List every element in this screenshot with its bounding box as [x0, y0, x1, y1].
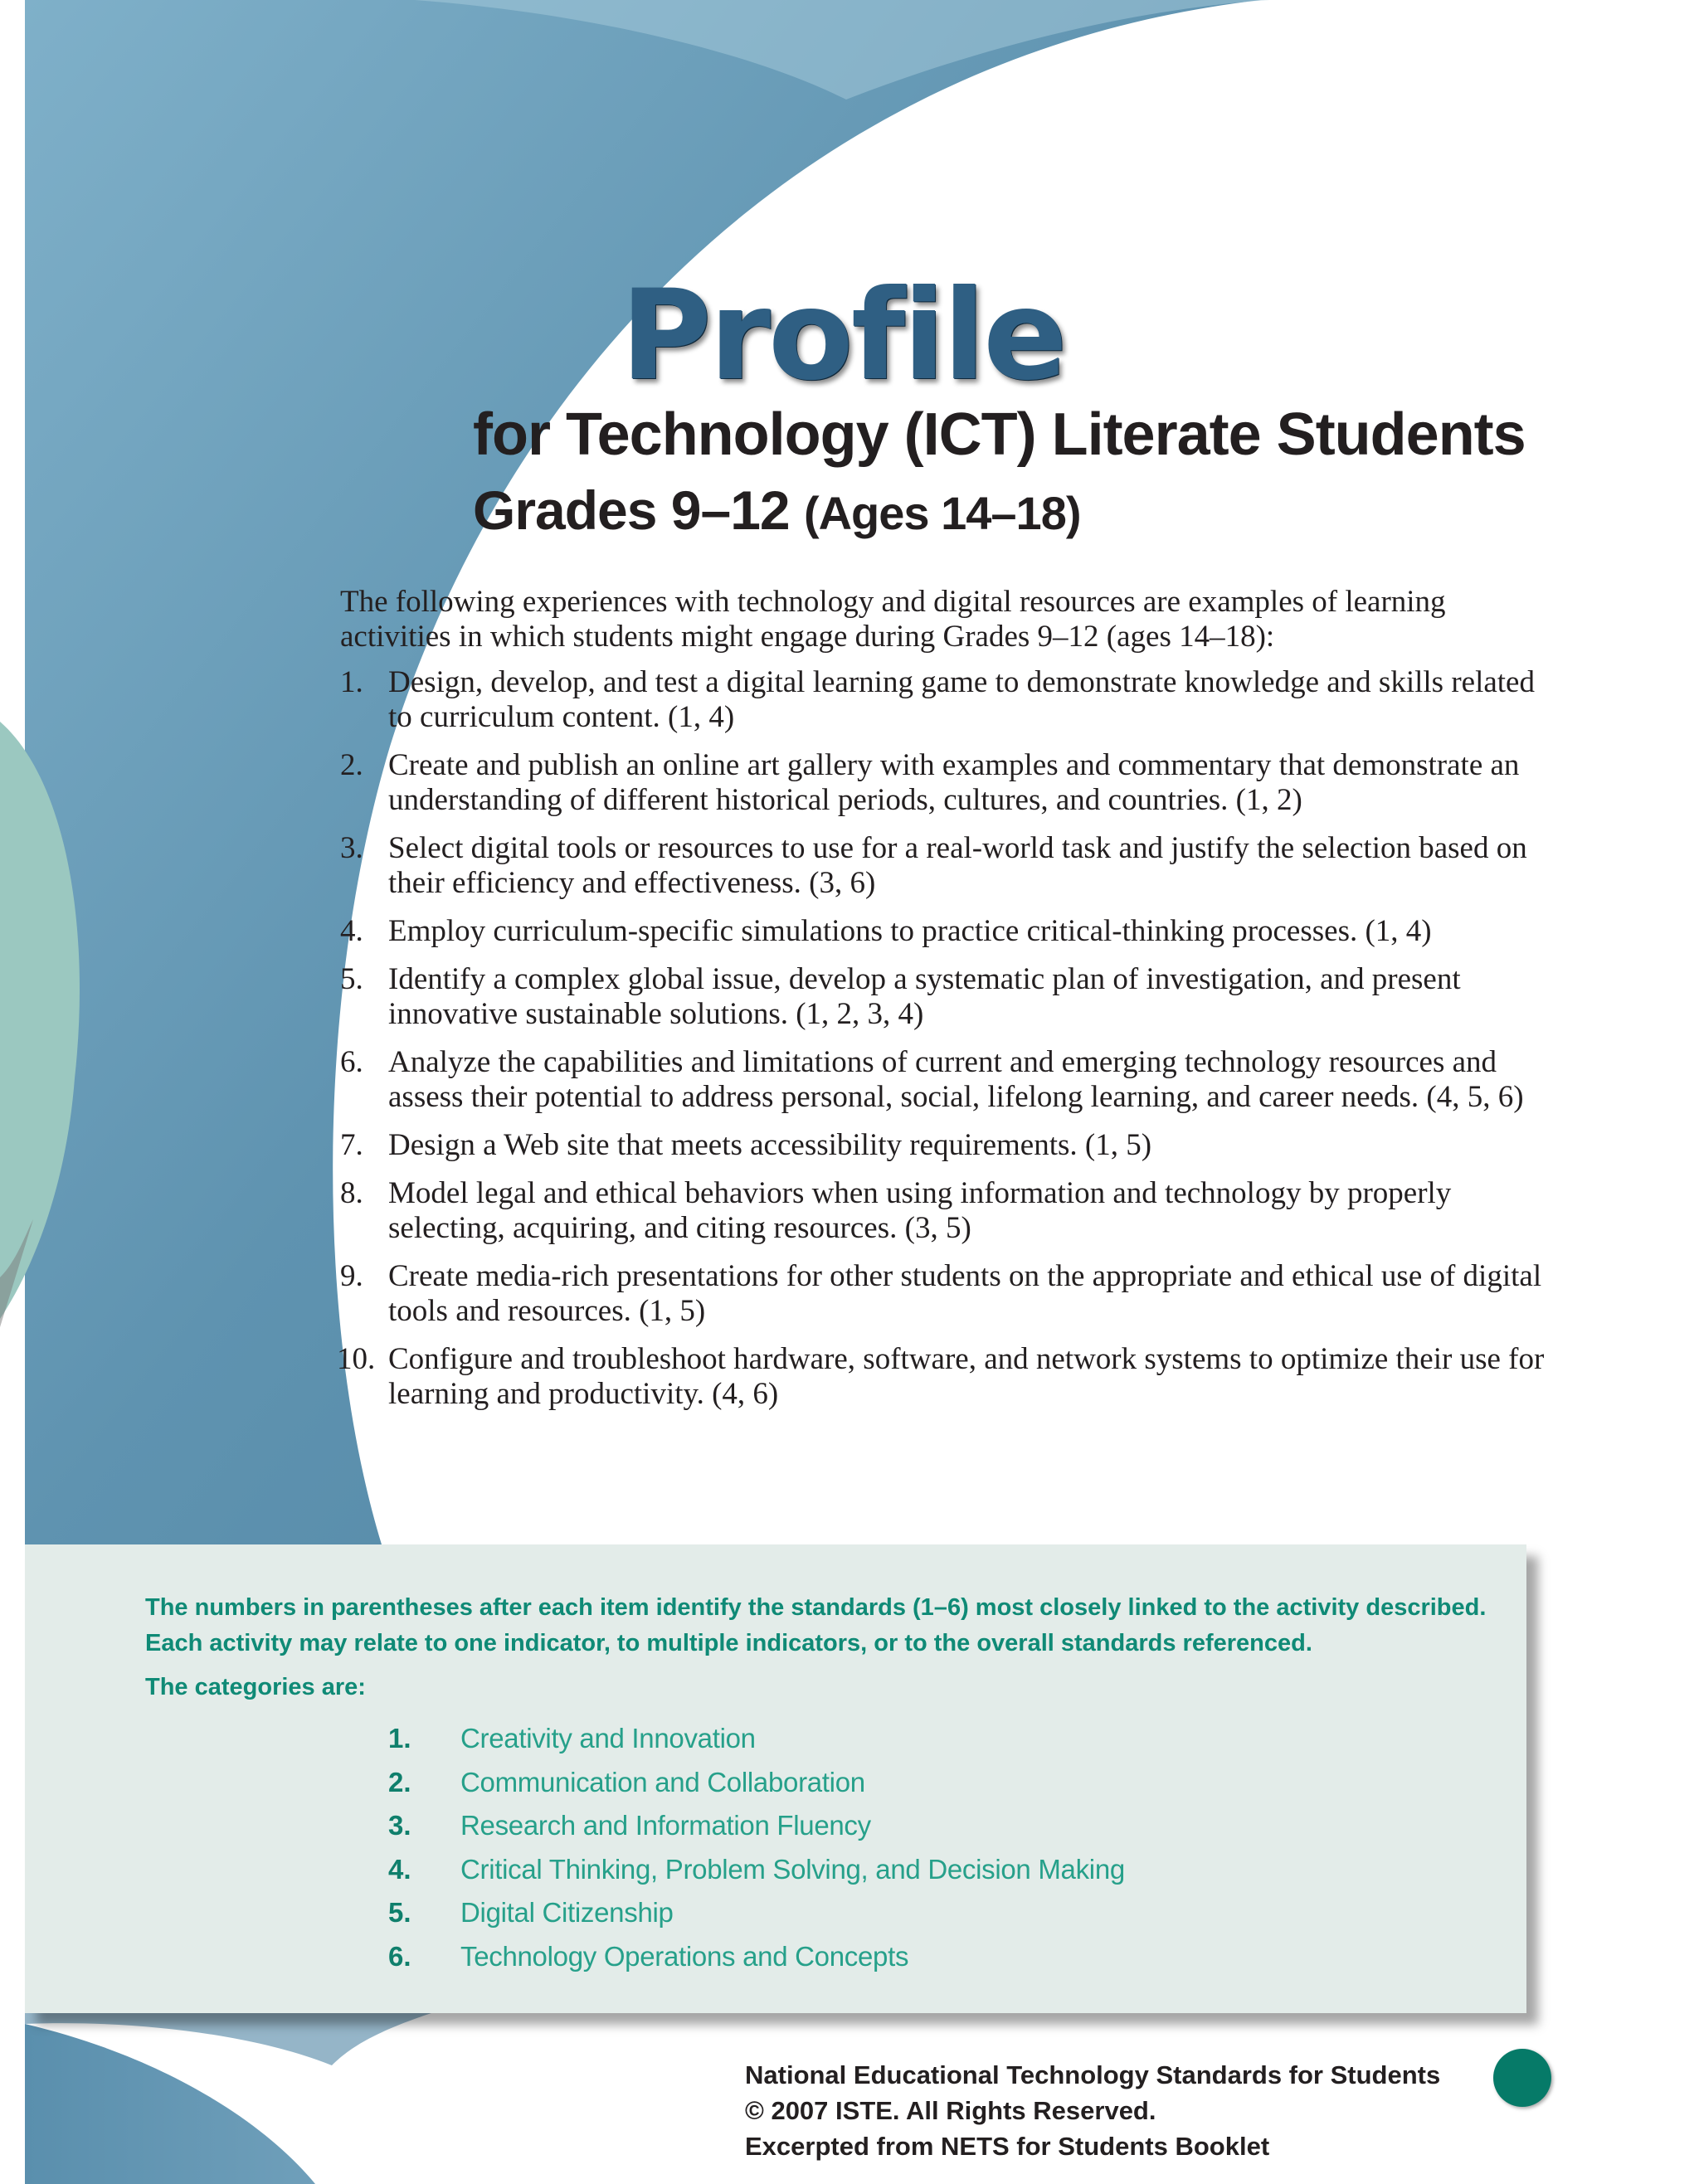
activity-item [340, 748, 1551, 818]
activity-text: Employ curriculum-specific simulations to practice critical-thinking processes. (1, 4) [388, 914, 1432, 948]
category-number: 2. [388, 1766, 411, 1797]
category-number: 5. [388, 1897, 411, 1928]
activity-text: Identify a complex global issue, develop a systematic plan of investigation, and present innovative sustainable solutions. (1, 2, 3, 4) [388, 962, 1461, 1031]
categories-label: The categories are: [145, 1674, 366, 1700]
category-text: Research and Information Fluency [460, 1810, 871, 1841]
activity-text: Design a Web site that meets accessibility requirements. (1, 5) [388, 1128, 1152, 1162]
subtitle-grades [473, 479, 1081, 541]
activity-text: Design, develop, and test a digital learning game to demonstrate knowledge and skills related to curriculum content. (1, 4) [388, 665, 1535, 734]
activity-number: 3. [340, 831, 363, 865]
category-number: 3. [388, 1810, 411, 1841]
category-number: 4. [388, 1853, 411, 1885]
category-number: 6. [388, 1940, 411, 1972]
standards-note: The numbers in parentheses after each item identify the standards (1–6) most closely linked to the activity described. Each activity may relate to one indicator, to multiple indicators, or to the overall standards referenced. [145, 1594, 1487, 1656]
activity-number: 10. [337, 1342, 376, 1376]
activity-text: Analyze the capabilities and limitations of current and emerging technology resources and assess their potential to address personal, social, lifelong learning, and career needs. (4, 5, 6) [388, 1045, 1524, 1114]
activity-number: 9. [340, 1259, 363, 1293]
activity-item [340, 1128, 1551, 1163]
footer-line-source: Excerpted from NETS for Students Booklet [745, 2132, 1270, 2161]
activity-text: Configure and troubleshoot hardware, software, and network systems to optimize their use for learning and productivity. (4, 6) [388, 1342, 1545, 1411]
activity-number: 2. [340, 748, 363, 782]
category-item [388, 1891, 1125, 1935]
activity-number: 4. [340, 914, 363, 948]
category-text: Communication and Collaboration [460, 1766, 865, 1797]
activity-number: 6. [340, 1045, 363, 1079]
category-text: Technology Operations and Concepts [460, 1940, 909, 1972]
footer-line-title: National Educational Technology Standards for Students [745, 2060, 1441, 2089]
category-item [388, 1761, 1125, 1805]
category-item [388, 1804, 1125, 1848]
activity-item [337, 1342, 1551, 1412]
category-item [388, 1717, 1125, 1761]
activity-item [340, 1176, 1551, 1246]
category-item [388, 1935, 1125, 1979]
activity-item [340, 1259, 1551, 1329]
subtitle-audience: for Technology (ICT) Literate Students [473, 401, 1526, 468]
activity-number: 1. [340, 665, 363, 699]
category-number: 1. [388, 1723, 411, 1754]
activity-text: Create and publish an online art gallery with examples and commentary that demonstrate an understanding of different historical periods, cultures, and countries. (1, 2) [388, 748, 1520, 817]
category-item [388, 1848, 1125, 1892]
activity-item [340, 831, 1551, 901]
footer-line-copyright: © 2007 ISTE. All Rights Reserved. [745, 2096, 1156, 2125]
activity-text: Model legal and ethical behaviors when using information and technology by properly selecting, acquiring, and citing resources. (3, 5) [388, 1176, 1452, 1245]
categories-list [388, 1717, 1125, 1978]
category-text: Critical Thinking, Problem Solving, and Decision Making [460, 1853, 1125, 1885]
activity-number: 8. [340, 1176, 363, 1210]
activity-item [340, 962, 1551, 1032]
intro-paragraph: The following experiences with technology and digital resources are examples of learning activities in which students might engage during Grades 9–12 (ages 14–18): [340, 585, 1446, 654]
activities-list [337, 665, 1551, 1425]
activity-text: Create media-rich presentations for other students on the appropriate and ethical use of digital tools and resources. (1, 5) [388, 1259, 1542, 1328]
category-text: Creativity and Innovation [460, 1723, 756, 1754]
activity-item [340, 1045, 1551, 1115]
activity-item [340, 914, 1551, 949]
activity-number: 5. [340, 962, 363, 996]
category-text: Digital Citizenship [460, 1897, 674, 1928]
grades-range: Grades 9–12 [473, 479, 790, 541]
footer-credits [745, 2057, 1492, 2164]
ages-range: (Ages 14–18) [803, 487, 1081, 539]
activity-item [340, 665, 1551, 735]
page-title: Profile [621, 264, 1065, 408]
teal-dot-icon [1493, 2049, 1551, 2107]
activity-text: Select digital tools or resources to use for a real-world task and justify the selection based on their efficiency and effectiveness. (3, 6) [388, 831, 1527, 900]
activity-number: 7. [340, 1128, 363, 1162]
